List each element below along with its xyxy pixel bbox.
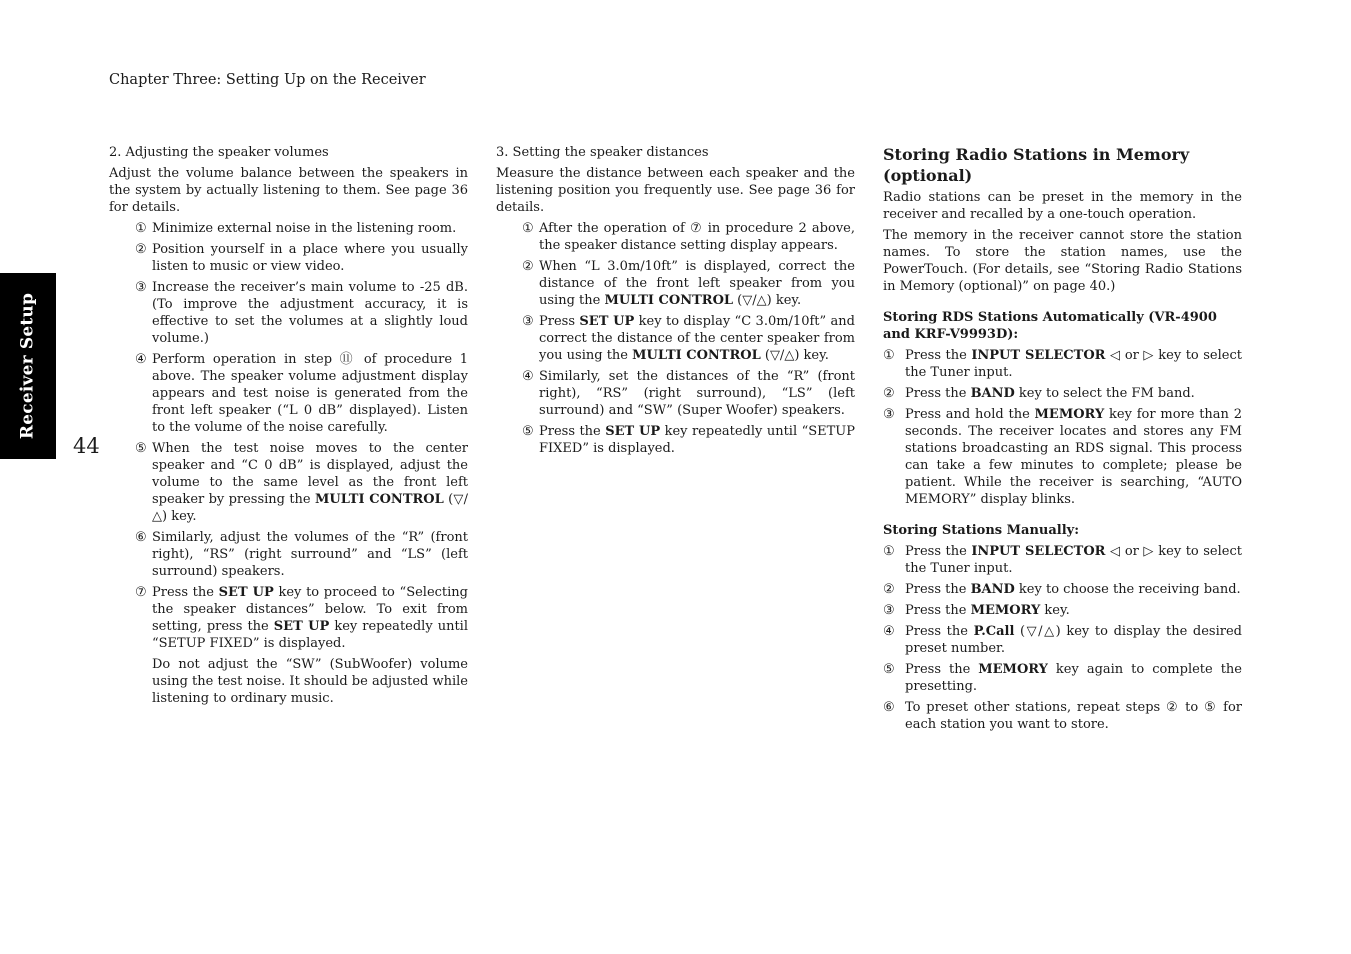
step-text-part: Press and hold the — [905, 407, 1035, 422]
key-name: SET UP — [218, 585, 274, 600]
step-text-part: (▽/△) key. — [733, 293, 802, 308]
step-text — [905, 699, 1242, 733]
step-number: ④ — [522, 369, 534, 384]
subsection-heading: Storing RDS Stations Automatically (VR-4900 and KRF-V9993D): — [883, 310, 1217, 342]
step-item — [883, 385, 1242, 402]
step-text-part: Perform operation in step ⑪ of procedure 1 above. The speaker volume adjustment display appears and test noise is generated from the front left speaker (“L 0 dB” displayed). Listen to the volume of the noise carefully. — [152, 352, 468, 435]
subsection-heading: Storing Stations Manually: — [883, 523, 1080, 538]
step-number: ⑤ — [522, 424, 534, 439]
step-list — [496, 220, 855, 457]
section-tab — [0, 273, 56, 459]
key-name: BAND — [970, 582, 1015, 597]
step-text-part: ◁ or ▷ key to select the Tuner input. — [905, 544, 1242, 576]
column-speaker-distances — [496, 144, 855, 461]
step-text — [152, 279, 468, 347]
step-text — [152, 220, 468, 237]
section-intro: Measure the distance between each speaker and the listening position you frequently use. See page 36 for details. — [496, 166, 855, 215]
step-text-part: (▽/△) key. — [152, 492, 468, 524]
step-text-part: When the test noise moves to the center speaker and “C 0 dB” is displayed, adjust the volume to the same level as the front left speaker by pressing the — [152, 441, 468, 507]
step-number: ③ — [883, 407, 895, 422]
key-name: INPUT SELECTOR — [971, 544, 1106, 559]
key-name: SET UP — [579, 314, 635, 329]
step-text-part: key to display “C 3.0m/10ft” and correct the distance of the center speaker from you using the — [539, 314, 855, 363]
step-item — [883, 623, 1242, 657]
column-radio-memory — [883, 144, 1242, 737]
step-item — [522, 423, 855, 457]
step-text — [905, 602, 1242, 619]
step-text-part: To preset other stations, repeat steps ② to ⑤ for each station you want to store. — [905, 700, 1242, 732]
step-text-part: Increase the receiver’s main volume to -25 dB. (To improve the adjustment accuracy, it is effective to set the volumes at a slightly loud volume.) — [152, 280, 468, 346]
step-text — [152, 351, 468, 436]
step-item — [135, 279, 468, 347]
step-item — [883, 347, 1242, 381]
key-name: SET UP — [605, 424, 661, 439]
step-text — [539, 423, 855, 457]
step-text-part: (▽/△) key to display the desired preset number. — [905, 624, 1242, 656]
step-text-part: Press the — [539, 424, 606, 439]
section-heading: 3. Setting the speaker distances — [496, 145, 709, 160]
paragraph: Radio stations can be preset in the memory in the receiver and recalled by a one-touch operation. — [883, 190, 1242, 222]
step-item — [883, 661, 1242, 695]
step-list — [109, 220, 468, 652]
step-text-part: key repeatedly until “SETUP FIXED” is displayed. — [539, 424, 855, 456]
step-number: ⑤ — [135, 441, 147, 456]
step-text-part: When “L 3.0m/10ft” is displayed, correct the distance of the front left speaker from you using the — [539, 259, 855, 308]
step-text-part: Press the — [152, 585, 219, 600]
step-text-part: Press the — [905, 603, 971, 618]
step-text — [905, 661, 1242, 695]
column-speaker-volumes — [109, 144, 468, 711]
step-item — [135, 241, 468, 275]
step-list — [883, 543, 1242, 733]
step-text-part: key to proceed to “Selecting the speaker distances” below. To exit from setting, press the — [152, 585, 468, 634]
key-name: BAND — [970, 386, 1015, 401]
step-number: ③ — [135, 280, 147, 295]
step-text-part: key. — [1040, 603, 1070, 618]
chapter-header: Chapter Three: Setting Up on the Receiver — [109, 72, 426, 88]
page-number: 44 — [73, 434, 100, 458]
step-text — [905, 581, 1242, 598]
step-text — [905, 406, 1242, 508]
step-text — [905, 385, 1242, 402]
step-item — [883, 406, 1242, 508]
step-number: ② — [135, 242, 147, 257]
step-item — [883, 543, 1242, 577]
section-tab-label: Receiver Setup — [17, 292, 38, 440]
step-text — [905, 623, 1242, 657]
step-number: ④ — [883, 624, 895, 639]
step-item — [135, 440, 468, 525]
step-item — [135, 351, 468, 436]
step-text — [539, 220, 855, 254]
step-text-part: (▽/△) key. — [760, 348, 829, 363]
step-item — [522, 220, 855, 254]
step-text-part: Similarly, set the distances of the “R” (front right), “RS” (right surround), “LS” (left surround) and “SW” (Super Woofer) speakers. — [539, 369, 855, 418]
step-number: ② — [883, 582, 895, 597]
key-name: INPUT SELECTOR — [971, 348, 1106, 363]
key-name: MEMORY — [978, 662, 1048, 677]
step-text-part: Press the — [905, 662, 979, 677]
step-text-part: Minimize external noise in the listening room. — [152, 221, 457, 236]
key-name: SET UP — [273, 619, 330, 634]
step-text — [539, 258, 855, 309]
step-text-part: key again to complete the presetting. — [905, 662, 1242, 694]
step-text-part: key for more than 2 seconds. The receiver locates and stores any FM stations broadcasting an RDS signal. This process can take a few minutes to complete; please be patient. While the receiver is searching, “AUTO MEMORY” display blinks. — [905, 407, 1242, 507]
step-text — [152, 440, 468, 525]
step-text-part: Press the — [905, 386, 971, 401]
key-name: P.Call — [973, 624, 1015, 639]
step-text — [539, 313, 855, 364]
step-text-part: After the operation of ⑦ in procedure 2 above, the speaker distance setting display appears. — [539, 221, 855, 253]
step-item — [883, 602, 1242, 619]
step-item — [883, 581, 1242, 598]
section-intro: Adjust the volume balance between the speakers in the system by actually listening to them. See page 36 for details. — [109, 166, 468, 215]
step-item — [883, 699, 1242, 733]
key-name: MULTI CONTROL — [604, 293, 734, 308]
step-text — [539, 368, 855, 419]
step-text — [905, 347, 1242, 381]
key-name: MEMORY — [970, 603, 1041, 618]
step-item — [522, 368, 855, 419]
step-number: ① — [883, 348, 895, 363]
key-name: MULTI CONTROL — [632, 348, 761, 363]
paragraph: The memory in the receiver cannot store the station names. To store the station names, use the PowerTouch. (For details, see “Storing Radio Stations in Memory (optional)” on page 40.) — [883, 228, 1242, 294]
step-number: ① — [522, 221, 534, 236]
key-name: MULTI CONTROL — [314, 492, 444, 507]
step-number: ⑦ — [135, 585, 147, 600]
step-number: ④ — [135, 352, 147, 367]
step-number: ③ — [522, 314, 534, 329]
step-text-part: Press the — [905, 582, 971, 597]
note: Do not adjust the “SW” (SubWoofer) volume using the test noise. It should be adjusted while listening to ordinary music. — [152, 657, 468, 706]
step-text-part: key repeatedly until “SETUP FIXED” is displayed. — [152, 619, 468, 651]
step-item — [522, 313, 855, 364]
step-number: ③ — [883, 603, 895, 618]
step-text-part: Position yourself in a place where you usually listen to music or view video. — [152, 242, 468, 274]
step-text — [152, 584, 468, 652]
step-text-part: Similarly, adjust the volumes of the “R” (front right), “RS” (right surround” and “LS” (left surround) speakers. — [152, 530, 468, 579]
step-text-part: key to choose the receiving band. — [1014, 582, 1241, 597]
step-text-part: Press the — [905, 624, 974, 639]
step-item — [135, 584, 468, 652]
step-number: ⑥ — [883, 700, 895, 715]
step-item — [522, 258, 855, 309]
step-text — [152, 241, 468, 275]
step-text — [152, 529, 468, 580]
step-text-part: key to select the FM band. — [1014, 386, 1195, 401]
step-text — [905, 543, 1242, 577]
section-heading: 2. Adjusting the speaker volumes — [109, 145, 329, 160]
step-text-part: Press the — [905, 348, 972, 363]
step-number: ② — [883, 386, 895, 401]
step-text-part: Press — [539, 314, 580, 329]
step-number: ⑤ — [883, 662, 895, 677]
section-title: Storing Radio Stations in Memory (optional) — [883, 145, 1190, 185]
step-list — [883, 347, 1242, 508]
step-text-part: Press the — [905, 544, 972, 559]
step-item — [135, 220, 468, 237]
step-text-part: ◁ or ▷ key to select the Tuner input. — [905, 348, 1242, 380]
step-number: ① — [135, 221, 147, 236]
key-name: MEMORY — [1034, 407, 1105, 422]
step-number: ① — [883, 544, 895, 559]
step-item — [135, 529, 468, 580]
step-number: ② — [522, 259, 534, 274]
step-number: ⑥ — [135, 530, 147, 545]
